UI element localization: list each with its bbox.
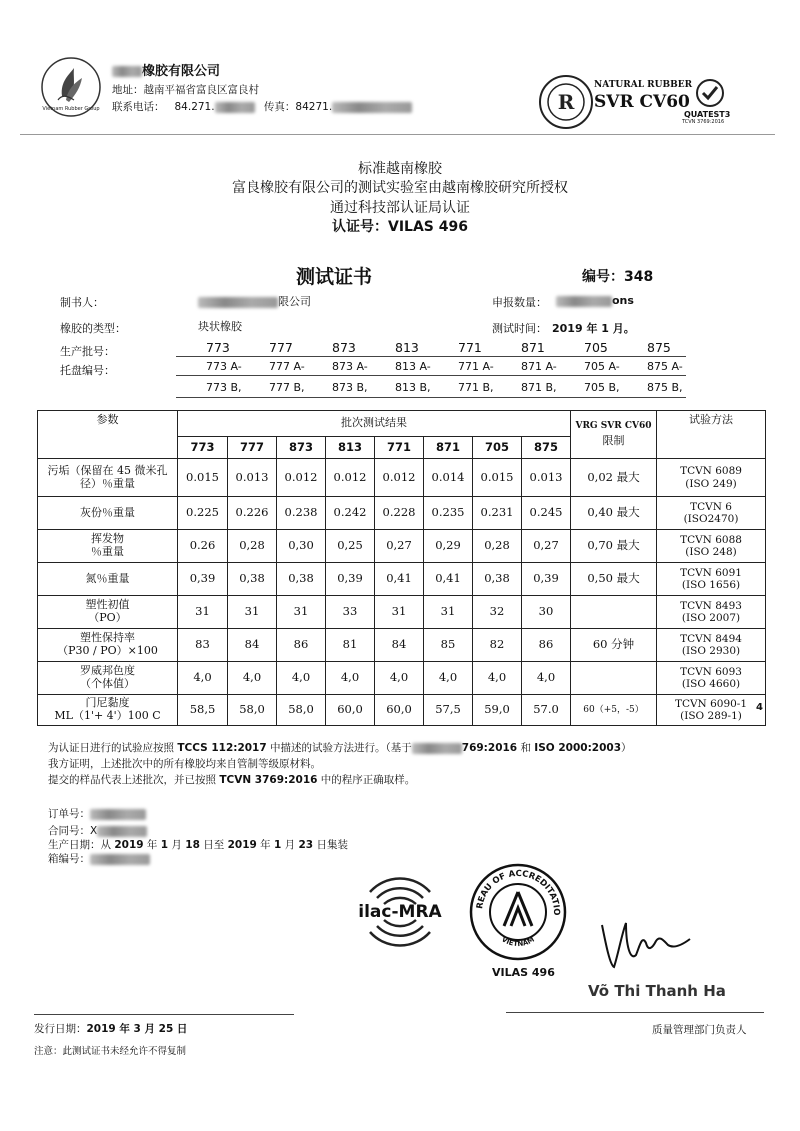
limit-cell: 60（+5，-5） (571, 695, 657, 726)
value-cell: 0.235 (424, 497, 473, 530)
value-cell: 0.231 (473, 497, 522, 530)
company-header (112, 60, 412, 114)
value-cell: 0,30 (277, 530, 326, 563)
method-header: 试验方法 (657, 411, 766, 459)
value-cell: 58,5 (178, 695, 228, 726)
value-cell: 85 (424, 629, 473, 662)
value-cell: 0.015 (473, 459, 522, 497)
note-line-3: 提交的样品代表上述批次，并已按照 TCVN 3769:2016 中的程序正确取样。 (48, 774, 416, 786)
value-cell: 4,0 (326, 662, 375, 695)
quatest-sub: TCVN 3769:2016 (682, 119, 725, 125)
value-cell: 0.012 (277, 459, 326, 497)
value-cell: 4,0 (228, 662, 277, 695)
value-cell: 86 (522, 629, 571, 662)
batch-header: 771 (375, 437, 424, 459)
value-cell: 82 (473, 629, 522, 662)
value-cell: 0,39 (178, 563, 228, 596)
title-line-2: 富良橡胶有限公司的测试实验室由越南橡胶研究所授权 (232, 180, 568, 196)
value-cell: 0.245 (522, 497, 571, 530)
method-cell: TCVN 6093 (ISO 4660) (657, 662, 766, 695)
value-cell: 0,39 (326, 563, 375, 596)
value-cell: 31 (424, 596, 473, 629)
value-cell: 58,0 (228, 695, 277, 726)
ilac-mra-seal (350, 862, 450, 962)
table-row (38, 629, 766, 662)
batch-header: 813 (326, 437, 375, 459)
value-cell: 0.013 (522, 459, 571, 497)
badge-top-text: NATURAL RUBBER (594, 80, 693, 90)
signature (596, 905, 696, 975)
param-cell: 门尼黏度 ML（1'+ 4'）100 C (38, 695, 178, 726)
boa-caption: VILAS 496 (492, 966, 555, 979)
order-number: 订单号： (48, 807, 146, 822)
batch-underline (176, 356, 686, 357)
param-cell: 塑性初值 （PO） (38, 596, 178, 629)
footer-line-left (34, 1014, 294, 1015)
pallet-underline-b (176, 397, 686, 398)
title-line-4: 认证号：VILAS 496 (332, 219, 468, 235)
certificate-number: 编号：348 (582, 269, 654, 285)
limit-cell: 0,50 最大 (571, 563, 657, 596)
value-cell: 0.013 (228, 459, 277, 497)
value-cell: 0.225 (178, 497, 228, 530)
svg-text:VIETNAM: VIETNAM (500, 935, 536, 949)
value-cell: 0,38 (473, 563, 522, 596)
limit-cell: 0,40 最大 (571, 497, 657, 530)
batch-header: 773 (178, 437, 228, 459)
results-header: 批次测试结果 (178, 411, 571, 437)
value-cell: 0,28 (473, 530, 522, 563)
table-row (38, 695, 766, 726)
method-cell: TCVN 8494 (ISO 2930) (657, 629, 766, 662)
value-cell: 86 (277, 629, 326, 662)
value-cell: 0.226 (228, 497, 277, 530)
method-cell: TCVN 6091 (ISO 1656) (657, 563, 766, 596)
value-cell: 58,0 (277, 695, 326, 726)
company-address: 地址：越南平福省富良区富良村 (112, 84, 259, 96)
value-cell: 32 (473, 596, 522, 629)
test-time-label: 测试时间： (492, 322, 547, 335)
rubber-type-label: 橡胶的类型： (60, 322, 126, 335)
ilac-text: ilac-MRA (358, 902, 442, 922)
title-line-3: 通过科技部认证局认证 (330, 200, 470, 216)
value-cell: 4,0 (424, 662, 473, 695)
value-cell: 0,27 (522, 530, 571, 563)
table-row (38, 662, 766, 695)
limit-cell: 0,02 最大 (571, 459, 657, 497)
company-name: 橡胶有限公司 (112, 60, 412, 79)
limit-cell (571, 596, 657, 629)
value-cell: 0.26 (178, 530, 228, 563)
svg-text:R: R (557, 90, 575, 114)
rubber-type-value: 块状橡胶 (198, 320, 242, 333)
value-cell: 0,41 (424, 563, 473, 596)
limit-cell: 60 分钟 (571, 629, 657, 662)
value-cell: 81 (326, 629, 375, 662)
table-row (38, 563, 766, 596)
issuer-label: 制书人： (60, 296, 104, 309)
method-cell: TCVN 6 (ISO2470) (657, 497, 766, 530)
batch-header: 777 (228, 437, 277, 459)
param-cell: 挥发物 ％重量 (38, 530, 178, 563)
batch-header: 873 (277, 437, 326, 459)
param-cell: 塑性保持率 （P30 / PO）×100 (38, 629, 178, 662)
value-cell: 33 (326, 596, 375, 629)
value-cell: 60,0 (375, 695, 424, 726)
value-cell: 4,0 (522, 662, 571, 695)
value-cell: 0,29 (424, 530, 473, 563)
batch-header: 705 (473, 437, 522, 459)
value-cell: 0,38 (277, 563, 326, 596)
quatest-text: QUATEST3 (684, 110, 731, 119)
value-cell: 31 (228, 596, 277, 629)
value-cell: 4,0 (375, 662, 424, 695)
param-cell: 灰份％重量 (38, 497, 178, 530)
method-cell: TCVN 8493 (ISO 2007) (657, 596, 766, 629)
pallet-row-b: 773 B, 777 B, 873 B, 813 B, 771 B, 871 B, 705 B, 875 B, (206, 381, 683, 394)
pallet-label: 托盘编号： (60, 364, 115, 377)
note-line-1: 为认证日进行的试验应按照 TCCS 112:2017 中描述的试验方法进行。（基于 769:2016 和 ISO 2000:2003） (48, 742, 632, 754)
footer-line-right (506, 1012, 764, 1013)
responsible-person: 质量管理部门负责人 (652, 1024, 747, 1036)
logo-text: Vietnam Rubber Group (42, 106, 100, 112)
issue-date: 发行日期：2019 年 3 月 25 日 (34, 1023, 188, 1035)
value-cell: 0,41 (375, 563, 424, 596)
value-cell: 0,28 (228, 530, 277, 563)
badge-grade-text: SVR CV60 (594, 92, 690, 112)
value-cell: 31 (375, 596, 424, 629)
table-row (38, 530, 766, 563)
header-divider (20, 134, 775, 135)
value-cell: 0,25 (326, 530, 375, 563)
value-cell: 59,0 (473, 695, 522, 726)
contract-number: 合同号：X (48, 824, 147, 839)
declared-qty-value: ons (556, 294, 634, 307)
signer-name: Võ Thi Thanh Ha (588, 982, 726, 1000)
note-line-2: 我方证明，上述批次中的所有橡胶均来自管制等级原材料。 (48, 758, 321, 770)
value-cell: 0.015 (178, 459, 228, 497)
value-cell: 4,0 (277, 662, 326, 695)
declared-qty-label: 申报数量： (492, 296, 547, 309)
value-cell: 57.0 (522, 695, 571, 726)
svg-text:BUREAU OF ACCREDITATION: REAU OF ACCREDITATIO (475, 868, 562, 916)
limit-cell (571, 662, 657, 695)
value-cell: 84 (228, 629, 277, 662)
issuer-value: 限公司 (198, 293, 311, 309)
side-mark: 4 (756, 702, 763, 713)
method-cell: TCVN 6089 (ISO 249) (657, 459, 766, 497)
value-cell: 0,27 (375, 530, 424, 563)
natural-rubber-seal (538, 74, 594, 130)
batch-no-row: 773 777 873 813 771 871 705 875 (206, 340, 671, 355)
param-cell: 氮％重量 (38, 563, 178, 596)
batch-no-label: 生产批号： (60, 345, 115, 358)
value-cell: 0,38 (228, 563, 277, 596)
param-cell: 污垢（保留在 45 微米孔 径）％重量 (38, 459, 178, 497)
value-cell: 83 (178, 629, 228, 662)
method-cell: TCVN 6090-1 (ISO 289-1) (657, 695, 766, 726)
value-cell: 60,0 (326, 695, 375, 726)
production-date: 生产日期：从 2019 年 1 月 18 日至 2019 年 1 月 23 日集装 (48, 839, 348, 851)
quatest-check-icon (690, 78, 730, 112)
method-cell: TCVN 6088 (ISO 248) (657, 530, 766, 563)
value-cell: 0.242 (326, 497, 375, 530)
value-cell: 84 (375, 629, 424, 662)
value-cell: 30 (522, 596, 571, 629)
value-cell: 4,0 (178, 662, 228, 695)
pallet-underline-a (176, 375, 686, 376)
table-header-row (38, 411, 766, 437)
value-cell: 0.238 (277, 497, 326, 530)
value-cell: 0.012 (326, 459, 375, 497)
param-header: 参数 (38, 411, 178, 459)
table-row (38, 596, 766, 629)
param-cell: 罗威邦色度 （个体值） (38, 662, 178, 695)
disclaimer: 注意：此测试证书未经允许不得复制 (34, 1046, 187, 1057)
value-cell: 4,0 (473, 662, 522, 695)
test-results-table (37, 410, 766, 726)
batch-header: 871 (424, 437, 473, 459)
value-cell: 31 (277, 596, 326, 629)
title-line-1: 标准越南橡胶 (358, 161, 442, 177)
company-contact: 联系电话： 84.271. 传真：84271. (112, 99, 412, 114)
limit-header: VRG SVR CV60 限制 (571, 411, 657, 459)
test-time-value: 2019 年 1 月。 (552, 322, 635, 335)
pallet-row-a: 773 A- 777 A- 873 A- 813 A- 771 A- 871 A- 705 A- 875 A- (206, 360, 683, 373)
certificate-title: 测试证书 (296, 266, 373, 288)
value-cell: 57,5 (424, 695, 473, 726)
box-number: 箱编号： (48, 852, 150, 867)
limit-cell: 0,70 最大 (571, 530, 657, 563)
value-cell: 0.228 (375, 497, 424, 530)
table-row (38, 497, 766, 530)
value-cell: 0.014 (424, 459, 473, 497)
batch-header: 875 (522, 437, 571, 459)
value-cell: 31 (178, 596, 228, 629)
boa-vietnam-seal (468, 862, 568, 962)
value-cell: 0,39 (522, 563, 571, 596)
company-logo (40, 56, 102, 118)
table-row (38, 459, 766, 497)
value-cell: 0.012 (375, 459, 424, 497)
